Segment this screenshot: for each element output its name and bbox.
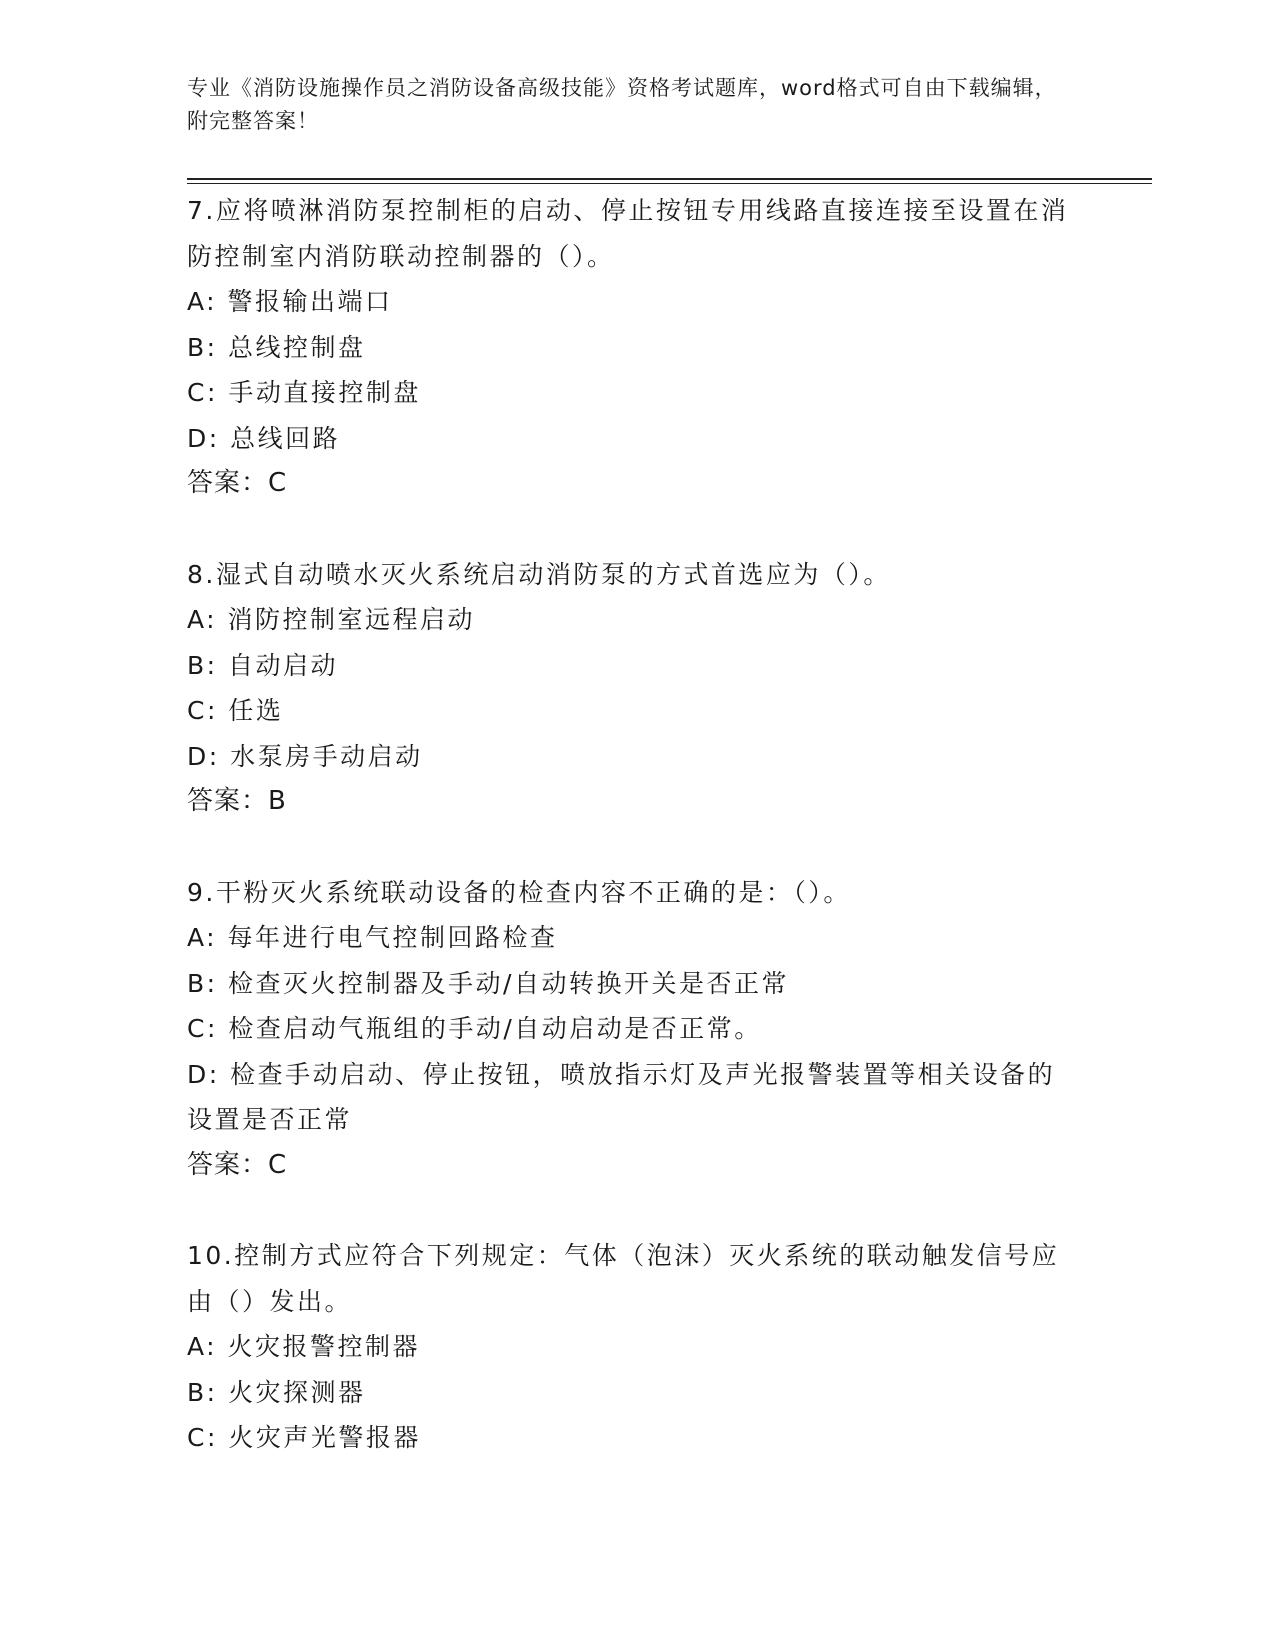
question-7 bbox=[187, 188, 1077, 507]
header-divider-thin bbox=[187, 183, 1152, 184]
option-a: A: 警报输出端口 bbox=[187, 287, 393, 316]
question-spacer bbox=[187, 507, 1077, 552]
question-stem: 8.湿式自动喷水灭火系统启动消防泵的方式首选应为（）。 bbox=[187, 559, 891, 589]
option-a: A: 火灾报警控制器 bbox=[187, 1332, 421, 1361]
option-c: C: 手动直接控制盘 bbox=[187, 378, 421, 407]
question-list bbox=[187, 188, 1077, 1461]
question-spacer bbox=[187, 1188, 1077, 1233]
question-8 bbox=[187, 552, 1077, 825]
header-divider-thick bbox=[187, 178, 1152, 180]
question-9 bbox=[187, 870, 1077, 1189]
question-stem: 10.控制方式应符合下列规定：气体（泡沫）灭火系统的联动触发信号应由（）发出。 bbox=[187, 1241, 1060, 1316]
answer: 答案：C bbox=[187, 468, 288, 498]
answer: 答案：C bbox=[187, 1149, 288, 1180]
question-stem: 9.干粉灭火系统联动设备的检查内容不正确的是：（）。 bbox=[187, 877, 851, 907]
option-d: D: 检查手动启动、停止按钮，喷放指示灯及声光报警装置等相关设备的设置是否正常 bbox=[187, 1059, 1056, 1134]
option-d: D: 水泵房手动启动 bbox=[187, 741, 423, 771]
option-b: B: 自动启动 bbox=[187, 650, 339, 680]
option-c: C: 检查启动气瓶组的手动/自动启动是否正常。 bbox=[187, 1014, 762, 1043]
option-d: D: 总线回路 bbox=[187, 423, 341, 453]
document-description: 专业《消防设施操作员之消防设备高级技能》资格考试题库，word格式可自由下载编辑，附完整答案！ bbox=[187, 76, 1057, 133]
question-10 bbox=[187, 1233, 1077, 1461]
question-spacer bbox=[187, 825, 1077, 870]
option-c: C: 火灾声光警报器 bbox=[187, 1423, 421, 1452]
option-c: C: 任选 bbox=[187, 696, 284, 725]
option-b: B: 总线控制盘 bbox=[187, 332, 366, 362]
question-stem: 7.应将喷淋消防泵控制柜的启动、停止按钮专用线路直接连接至设置在消防控制室内消防联动控制器的（）。 bbox=[187, 196, 1069, 271]
option-a: A: 每年进行电气控制回路检查 bbox=[187, 923, 558, 952]
option-b: B: 火灾探测器 bbox=[187, 1377, 366, 1407]
answer: 答案：B bbox=[187, 786, 287, 816]
option-a: A: 消防控制室远程启动 bbox=[187, 605, 476, 634]
option-b: B: 检查灭火控制器及手动/自动转换开关是否正常 bbox=[187, 968, 789, 998]
